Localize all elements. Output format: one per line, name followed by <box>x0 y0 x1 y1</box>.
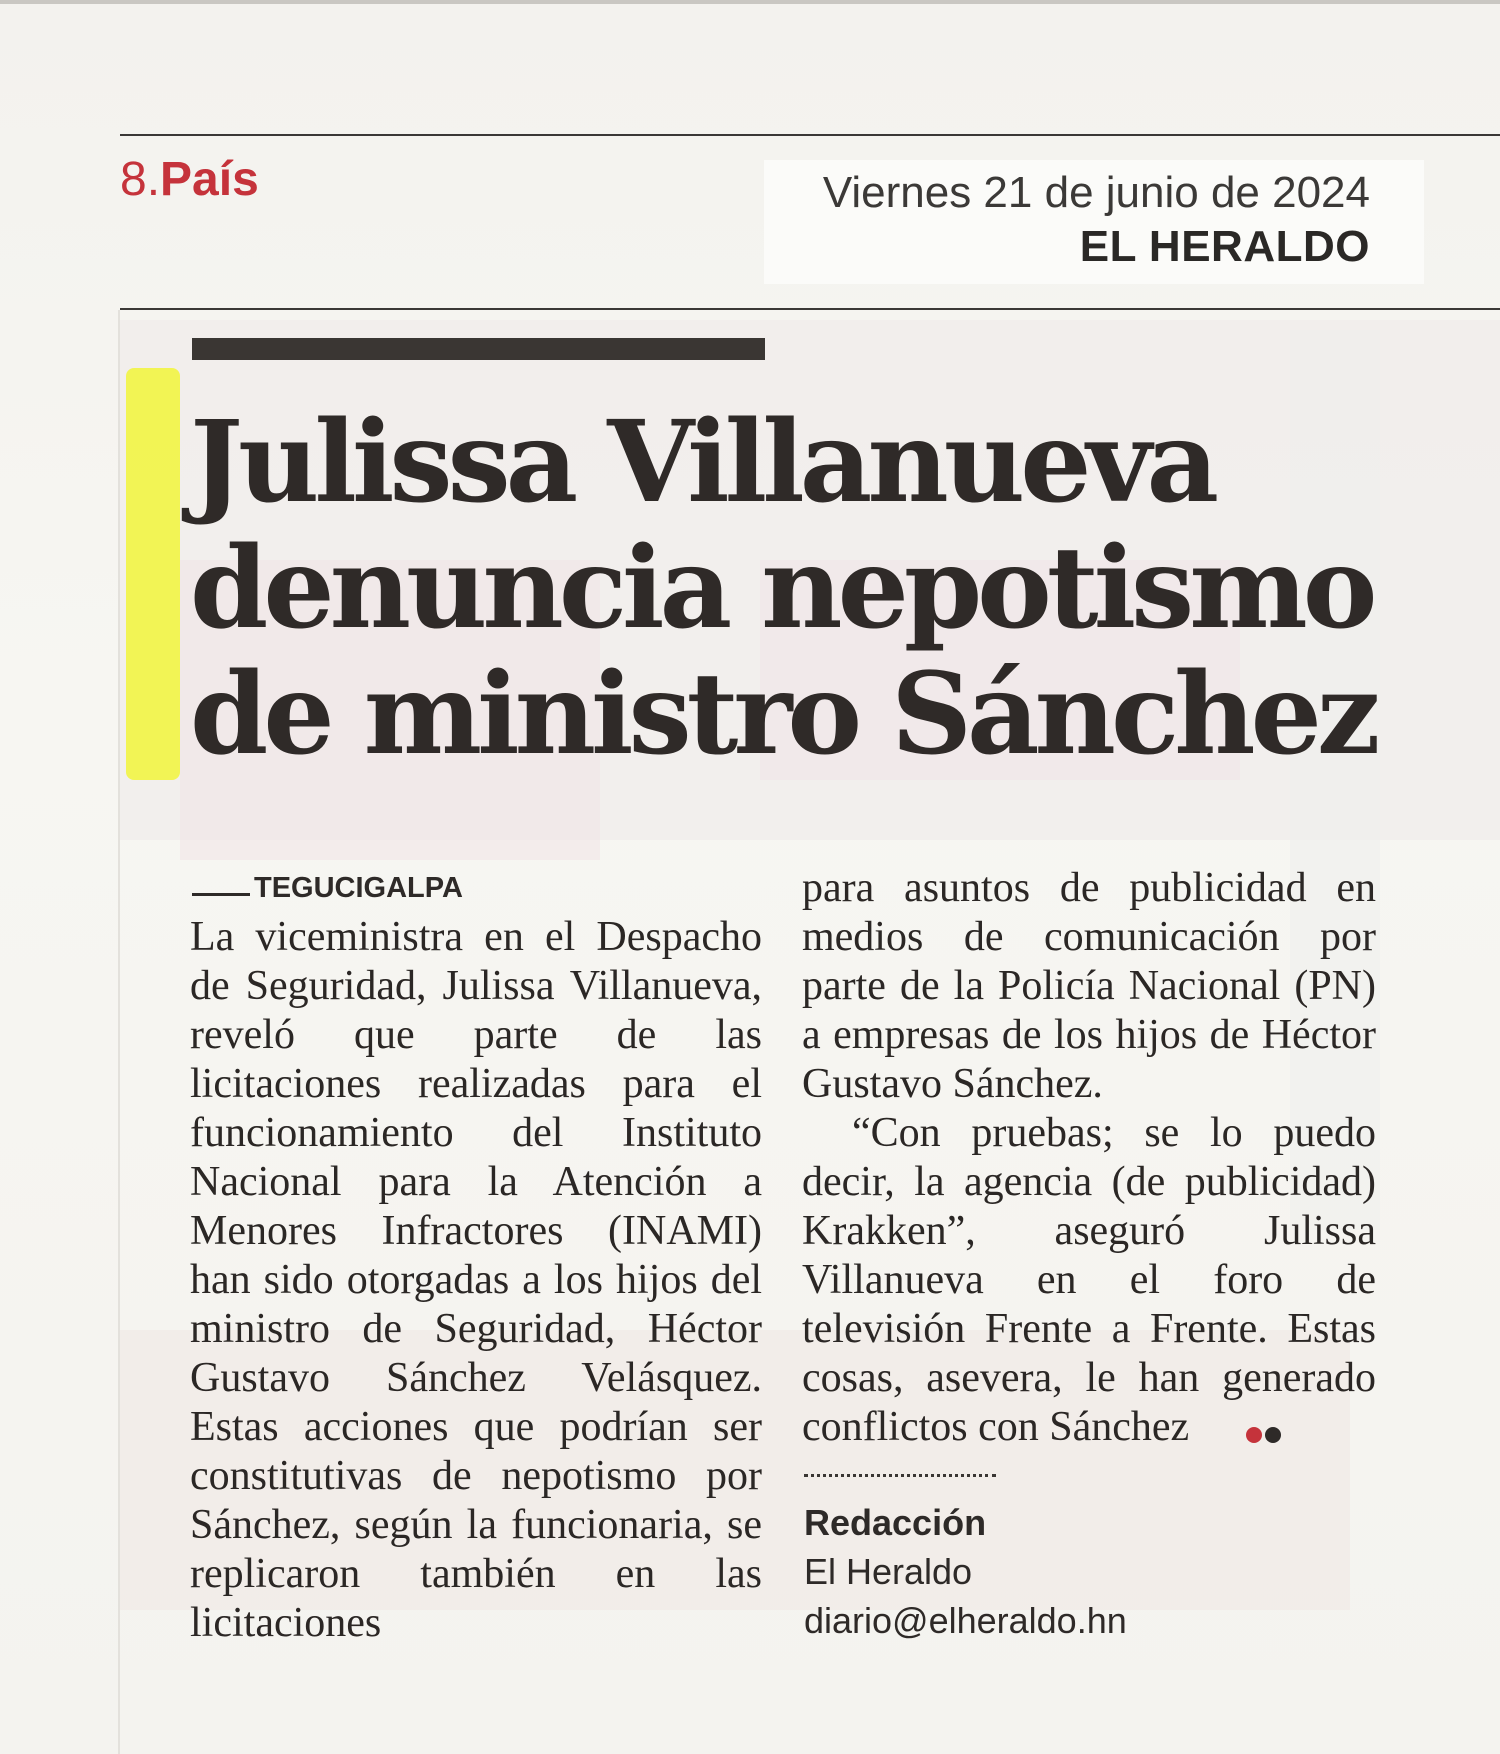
margin-line <box>118 310 120 1754</box>
headline <box>190 397 1390 780</box>
dateline-city: TEGUCIGALPA <box>254 872 463 904</box>
section-label <box>120 150 259 210</box>
highlighter-mark <box>126 368 180 780</box>
headline-bar <box>192 338 765 360</box>
headline-line: de ministro Sánchez <box>190 649 1376 780</box>
body-paragraph-text: “Con pruebas; se lo puedo decir, la agencia (de publicidad) Krakken”, aseguró Julissa Villanueva en el foro de televisión Frente a Frente. Estas cosas, asevera, le han generado conflictos con Sánchez <box>802 1110 1376 1450</box>
scan-edge <box>0 0 1500 4</box>
body-paragraph: para asuntos de publicidad en medios de comunicación por parte de la Policía Nacional (PN) a empresas de los hijos de Héctor Gustavo Sánchez. <box>802 865 1376 1107</box>
newspaper-name: EL HERALDO <box>1079 222 1370 271</box>
byline-author: Redacción <box>804 1502 987 1543</box>
issue-date: Viernes 21 de junio de 2024 <box>822 168 1370 217</box>
header-rule <box>120 134 1500 136</box>
section-name: País <box>160 153 259 206</box>
headline-line: denuncia nepotismo <box>190 523 1373 654</box>
body-paragraph: La viceministra en el Despacho de Seguridad, Julissa Villanueva, reveló que parte de las licitaciones realizadas para el funcionamiento del Instituto Nacional para la Atención a Menores Infractores (INAMI) han sido otorgadas a los hijos del ministro de Seguridad, Héctor Gustavo Sánchez Velásquez. Estas acciones que podrían ser constitutivas de nepotismo por Sánchez, según la funcionaria, se replicaron también en las licitaciones <box>190 914 762 1646</box>
end-mark-icon <box>1193 1406 1281 1455</box>
byline-outlet: El Heraldo <box>804 1551 973 1592</box>
byline-separator <box>804 1474 996 1477</box>
body-paragraph <box>802 1109 1376 1455</box>
byline-email: diario@elheraldo.hn <box>804 1600 1127 1641</box>
page-number: 8. <box>120 153 161 206</box>
headline-line: Julissa Villanueva <box>190 397 1215 528</box>
article-column-left <box>190 864 762 1648</box>
article-column-right <box>802 864 1376 1455</box>
header-rule <box>120 308 1500 310</box>
